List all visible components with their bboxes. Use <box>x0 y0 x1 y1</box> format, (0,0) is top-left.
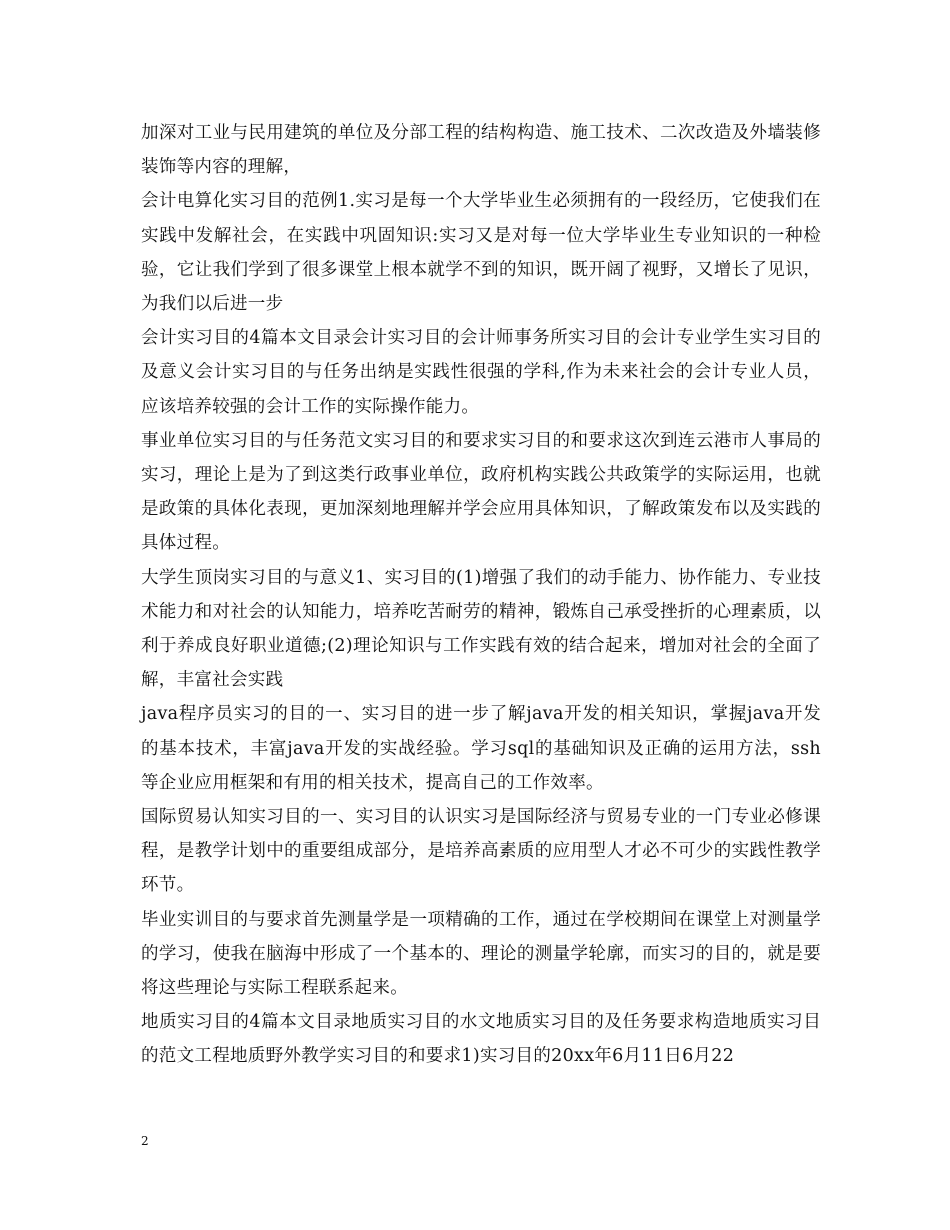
paragraph-7: 国际贸易认知实习目的一、实习目的认识实习是国际经济与贸易专业的一门专业必修课程，是教学计划中的重要组成部分，是培养高素质的应用型人才必不可少的实践性教学环节。 <box>141 807 821 896</box>
paragraph-6: java程序员实习的目的一、实习目的进一步了解java开发的相关知识，掌握java开发的基本技术，丰富java开发的实战经验。学习sql的基础知识及正确的运用方法，ssh等企业应用框架和有用的相关技术，提高自己的工作效率。 <box>141 704 821 793</box>
page-number: 2 <box>141 1134 149 1148</box>
document-body <box>141 116 821 1074</box>
paragraph-1: 加深对工业与民用建筑的单位及分部工程的结构构造、施工技术、二次改造及外墙装修装饰等内容的理解， <box>141 123 821 178</box>
paragraph-8: 毕业实训目的与要求首先测量学是一项精确的工作，通过在学校期间在课堂上对测量学的学习，使我在脑海中形成了一个基本的、理论的测量学轮廓，而实习的目的，就是要将这些理论与实际工程联系起来。 <box>141 909 821 999</box>
paragraph-4: 事业单位实习目的与任务范文实习目的和要求实习目的和要求这次到连云港市人事局的实习，理论上是为了到这类行政事业单位，政府机构实践公共政策学的实际运用，也就是政策的具体化表现，更加深刻地理解并学会应用具体知识，了解政策发布以及实践的具体过程。 <box>141 430 821 554</box>
paragraph-5: 大学生顶岗实习目的与意义1、实习目的(1)增强了我们的动手能力、协作能力、专业技术能力和对社会的认知能力，培养吃苦耐劳的精神，锻炼自己承受挫折的心理素质，以利于养成良好职业道德;(2)理论知识与工作实践有效的结合起来，增加对社会的全面了解，丰富社会实践 <box>141 567 821 691</box>
paragraph-2: 会计电算化实习目的范例1.实习是每一个大学毕业生必须拥有的一段经历，它使我们在实践中发解社会，在实践中巩固知识:实习又是对每一位大学毕业生专业知识的一种检验，它让我们学到了很多课堂上根本就学不到的知识，既开阔了视野，又增长了见识，为我们以后进一步 <box>141 191 821 315</box>
paragraph-3: 会计实习目的4篇本文目录会计实习目的会计师事务所实习目的会计专业学生实习目的及意义会计实习目的与任务出纳是实践性很强的学科,作为未来社会的会计专业人员，应该培养较强的会计工作的实际操作能力。 <box>141 328 821 417</box>
paragraph-9: 地质实习目的4篇本文目录地质实习目的水文地质实习目的及任务要求构造地质实习目的范文工程地质野外教学实习目的和要求1)实习目的20xx年6月11日6月22 <box>141 1012 821 1067</box>
